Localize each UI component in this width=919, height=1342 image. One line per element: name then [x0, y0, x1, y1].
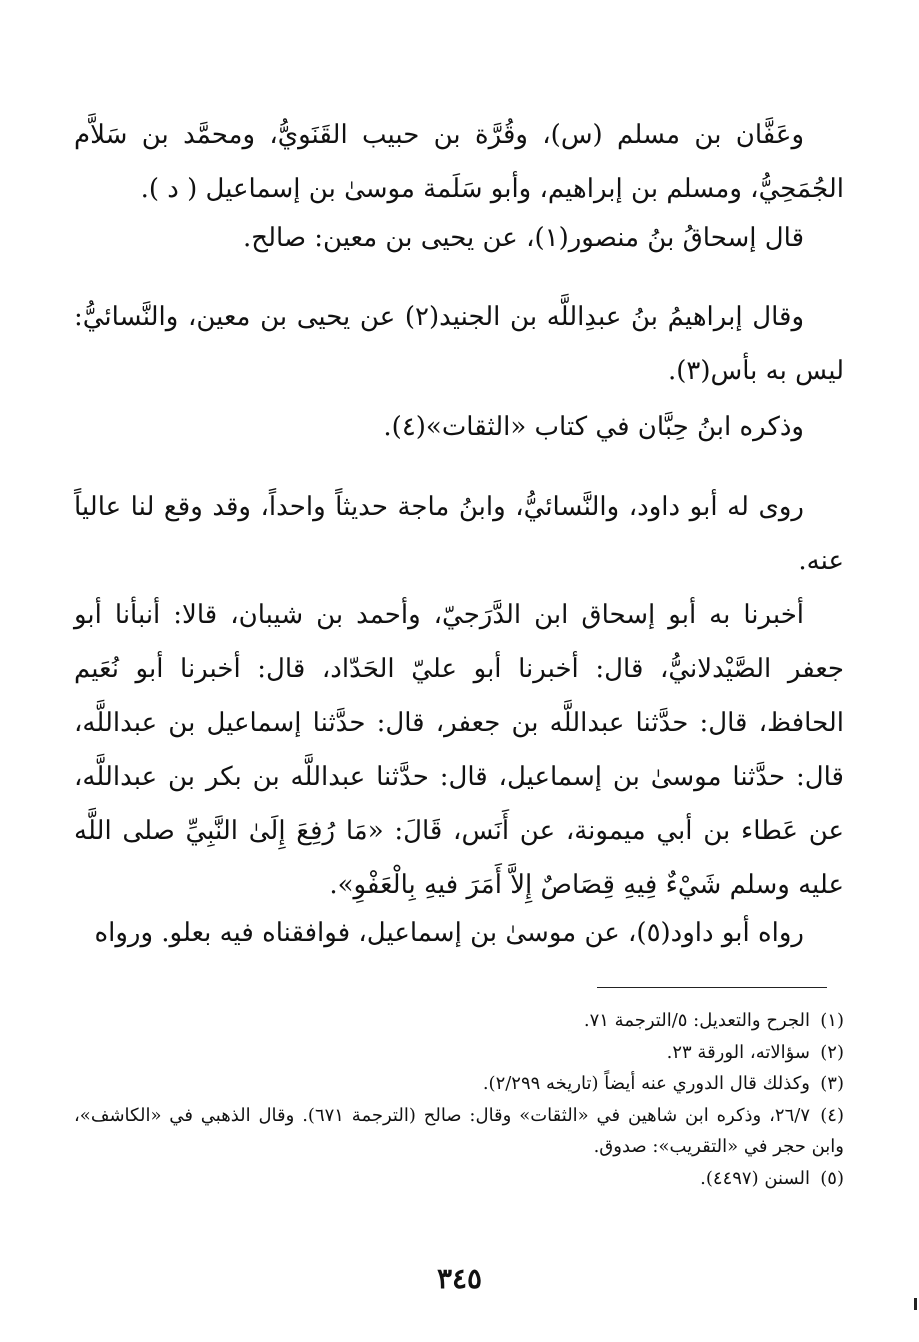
page-edge-mark [914, 1298, 917, 1310]
footnote-3 [74, 1068, 844, 1100]
footnote-text: وكذلك قال الدوري عنه أيضاً (تاريخه ٢/٢٩٩). [482, 1073, 810, 1094]
footnote-text: الجرح والتعديل: ٥/الترجمة ٧١. [583, 1010, 810, 1031]
paragraph-ibn-junayd [74, 290, 844, 398]
paragraph-narrators [74, 108, 844, 216]
footnote-number: (٤) [820, 1104, 844, 1126]
footnotes [74, 1005, 844, 1194]
paragraph-rawahu [74, 906, 844, 960]
footnote-4 [74, 1100, 844, 1163]
footnote-text: ٢٦/٧، وذكره ابن شاهين في «الثقات» وقال: صالح (الترجمة ٦٧١). وقال الذهبي في «الكاشف»، وابن حجر في «التقريب»: صدوق. [74, 1104, 844, 1157]
footnote-number: (٥) [820, 1167, 844, 1189]
footnote-1 [74, 1005, 844, 1037]
footnote-number: (٢) [820, 1041, 844, 1063]
paragraph-text: روى له أبو داود، والنَّسائيُّ، وابنُ ماجة حديثاً واحداً، وقد وقع لنا عالياً عنه. [74, 492, 844, 576]
paragraph-text: قال إسحاقُ بنُ منصور(١)، عن يحيى بن معين: صالح. [243, 223, 804, 253]
footnote-number: (١) [820, 1010, 844, 1031]
paragraph-text: أخبرنا به أبو إسحاق ابن الدَّرَجيّ، وأحمد بن شيبان، قالا: أنبأنا أبو جعفر الصَّيْدلانيُّ، قال: أخبرنا أبو عليّ الحَدّاد، قال: أخبرنا أبو نُعَيم الحافظ، قال: حدَّثنا عبداللَّه بن جعفر، قال: حدَّثنا إسماعيل بن عبداللَّه، قال: حدَّثنا موسىٰ بن إسماعيل، قال: حدَّثنا عبداللَّه بن بكر بن عبداللَّه، عن عَطاء بن أبي ميمونة، عن أَنَس، قَالَ: «مَا رُفِعَ إِلَىٰ النَّبِيِّ صلى اللَّه عليه وسلم شَيْءٌ فِيهِ قِصَاصٌ إِلاَّ أَمَرَ فيهِ بِالْعَفْوِ». [74, 600, 845, 900]
footnote-5 [74, 1163, 844, 1195]
paragraph-ibn-mansur [74, 211, 844, 265]
footnote-text: سؤالاته، الورقة ٢٣. [666, 1041, 810, 1063]
paragraph-ibn-hibban [74, 400, 844, 454]
paragraph-text: وذكره ابنُ حِبَّان في كتاب «الثقات»(٤). [383, 412, 804, 442]
paragraph-riwaya [74, 480, 844, 588]
footnote-text: السنن (٤٤٩٧). [700, 1167, 810, 1189]
page-number: ٣٤٥ [436, 1262, 483, 1295]
footnote-number: (٣) [820, 1073, 844, 1094]
paragraph-text: وعَفَّان بن مسلم (س)، وقُرَّة بن حبيب القَنَويُّ، ومحمَّد بن سَلاَّم الجُمَحِيُّ، ومسلم بن إبراهيم، وأبو سَلَمة موسىٰ بن إسماعيل ( د ). [74, 120, 844, 204]
paragraph-text: وقال إبراهيمُ بنُ عبدِاللَّه بن الجنيد(٢) عن يحيى بن معين، والنَّسائيُّ: ليس به بأس(٣). [74, 302, 844, 386]
footnote-2 [74, 1037, 844, 1069]
footnote-divider [597, 987, 827, 988]
paragraph-isnad [74, 588, 844, 912]
paragraph-text: رواه أبو داود(٥)، عن موسىٰ بن إسماعيل، فوافقناه فيه بعلو. ورواه [94, 918, 804, 948]
